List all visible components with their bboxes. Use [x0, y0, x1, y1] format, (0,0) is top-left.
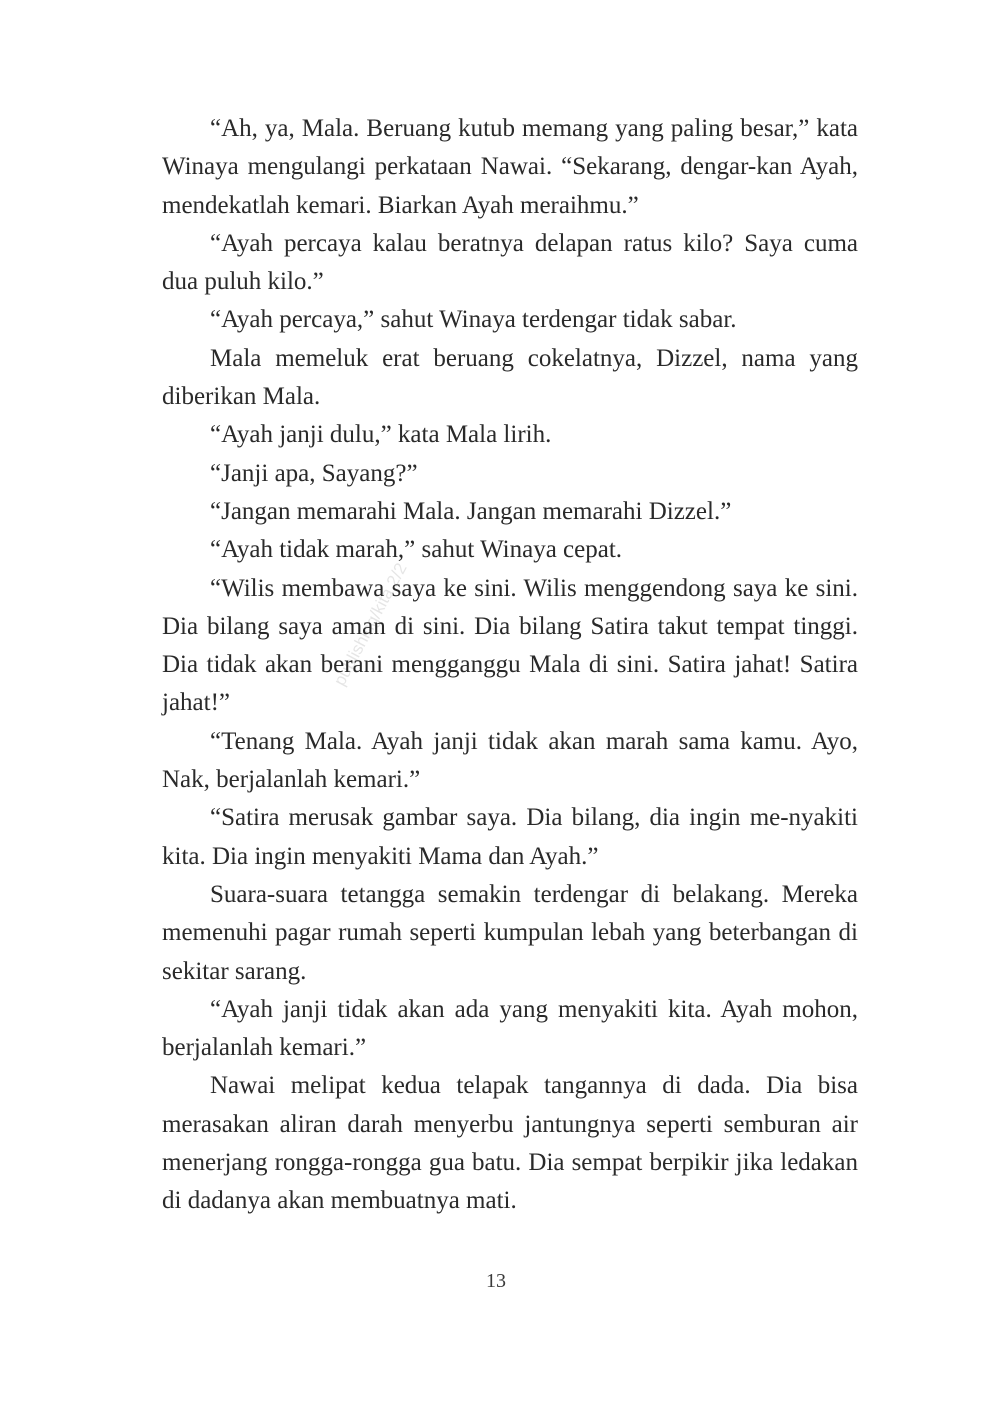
paragraph: “Ayah janji dulu,” kata Mala lirih. — [210, 421, 552, 449]
page-number: 13 — [486, 1270, 506, 1292]
paragraph: “Ayah janji tidak akan ada yang menyakiti kita. Ayah mohon, berjalanlah kemari.” — [162, 995, 858, 1062]
paragraph: Nawai melipat kedua telapak tangannya di dada. Dia bisa merasakan aliran darah menyerbu jantungnya seperti semburan air menerjang rongga-rongga gua batu. Dia sempat berpikir jika ledakan di dadanya akan membuatnya mati. — [162, 1072, 858, 1215]
paragraph: “Ayah tidak marah,” sahut Winaya cepat. — [210, 536, 623, 564]
paragraph: “Ah, ya, Mala. Beruang kutub memang yang paling besar,” kata Winaya mengulangi perkataan Nawai. “Sekarang, dengar-kan Ayah, mendekatlah kemari. Biarkan Ayah meraihmu.” — [162, 115, 858, 219]
paragraph: Suara-suara tetangga semakin terdengar di belakang. Mereka memenuhi pagar rumah seperti kumpulan lebah yang beterbangan di sekitar sarang. — [162, 880, 858, 985]
paragraph: “Satira merusak gambar saya. Dia bilang, dia ingin me-nyakiti kita. Dia ingin menyakiti Mama dan Ayah.” — [162, 804, 858, 870]
paragraph: “Ayah percaya,” sahut Winaya terdengar tidak sabar. — [210, 306, 737, 334]
paragraph: “Ayah percaya kalau beratnya delapan ratus kilo? Saya cuma dua puluh kilo.” — [162, 229, 858, 296]
watermark: publishing/kita 2/2 — [330, 559, 411, 689]
paragraph: “Wilis membawa saya ke sini. Wilis menggendong saya ke sini. Dia bilang saya aman di sini. Dia bilang Satira takut tempat tinggi. Dia tidak akan berani mengganggu Mala di sini. Satira jahat! Satira jahat!” — [162, 574, 858, 717]
paragraph: “Jangan memarahi Mala. Jangan memarahi Dizzel.” — [210, 497, 732, 525]
paragraph: Mala memeluk erat beruang cokelatnya, Dizzel, nama yang diberikan Mala. — [162, 344, 858, 411]
paragraph: “Janji apa, Sayang?” — [210, 459, 418, 487]
paragraph: “Tenang Mala. Ayah janji tidak akan marah sama kamu. Ayo, Nak, berjalanlah kemari.” — [162, 727, 858, 794]
body-text — [162, 110, 858, 1221]
